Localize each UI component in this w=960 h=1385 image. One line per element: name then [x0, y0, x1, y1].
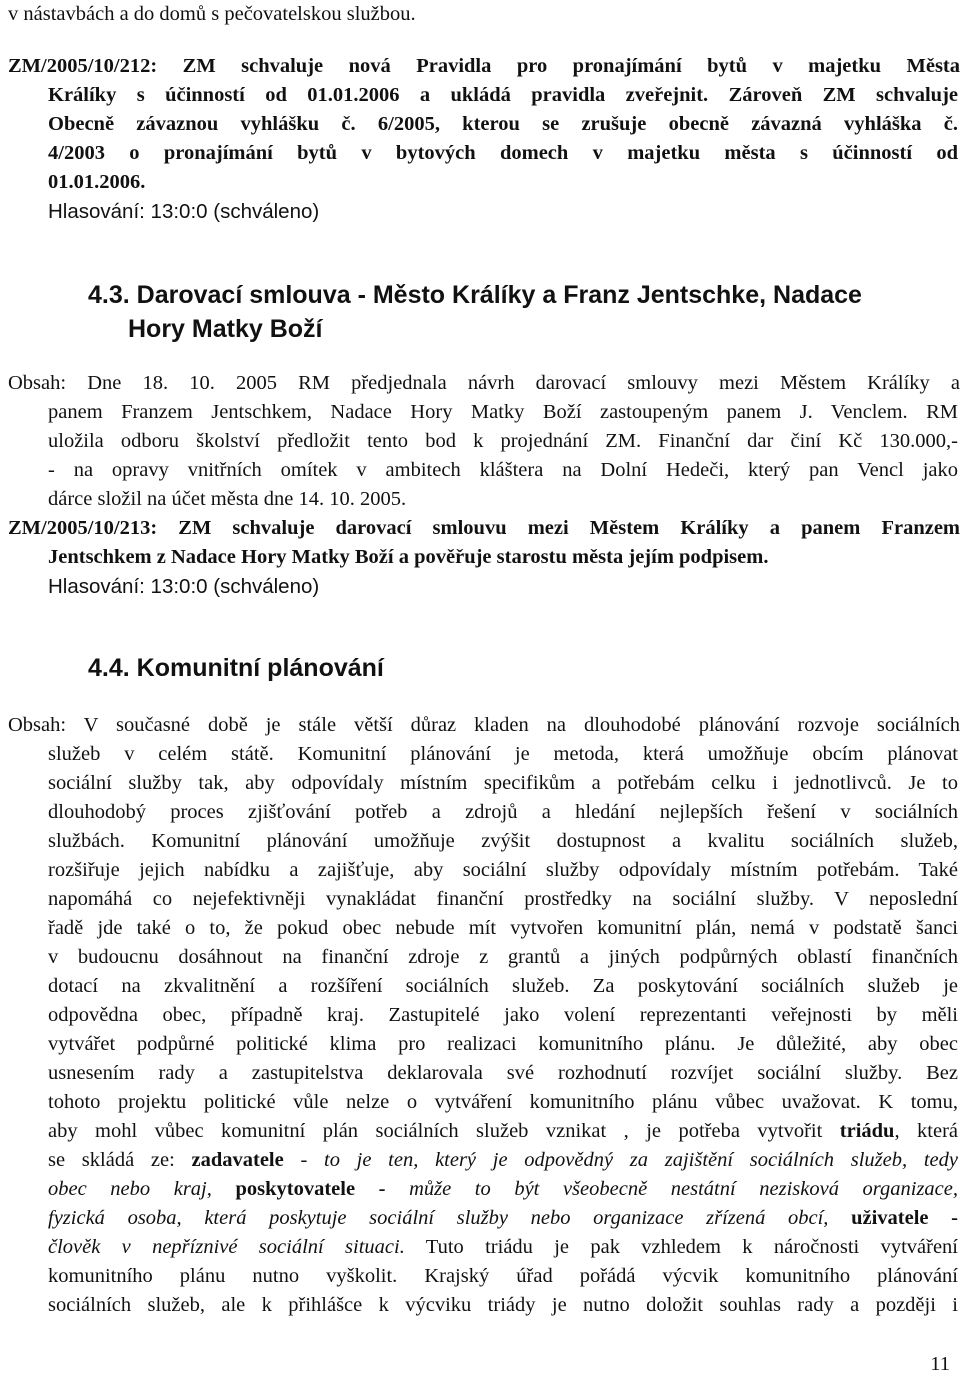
text-run-bold: poskytovatele -	[235, 1178, 386, 1200]
content-4-3-line-1: Obsah: Dne 18. 10. 2005 RM předjednala návrh darovací smlouvy mezi Městem Králíky a	[8, 372, 960, 394]
content-4-3-line-5: dárce složil na účet města dne 14. 10. 2005.	[48, 488, 407, 510]
page-number: 11	[930, 1353, 950, 1375]
content-4-4-line	[48, 1233, 958, 1262]
content-4-4-line	[48, 1146, 958, 1175]
content-4-3-line-4: - na opravy vnitřních omítek v ambitech kláštera na Dolní Hedeči, který pan Vencl jako	[48, 459, 958, 481]
content-4-4-line: sociálních služeb, ale k přihlášce k výcviku triády je nutno doložit souhlas rady a později i	[48, 1294, 958, 1316]
text-run: -	[283, 1149, 324, 1171]
text-run-italic: to je ten, který je odpovědný za zajištění sociálních služeb, tedy	[324, 1149, 958, 1171]
content-4-3-line-3: uložila odboru školství předložit tento bod k projednání ZM. Finanční dar činí Kč 130.000,-	[48, 430, 958, 452]
text-run: aby mohl vůbec komunitní plán sociálních služeb vznikat , je potřeba vytvořit	[48, 1120, 823, 1142]
text-run-italic: obec nebo kraj,	[48, 1178, 212, 1200]
text-run: se skládá ze:	[48, 1149, 175, 1171]
vote-result: Hlasování: 13:0:0 (schváleno)	[48, 200, 320, 223]
content-4-4-line: vytvářet podpůrné politické klima pro realizaci komunitního plánu. Je důležité, aby obec	[48, 1033, 958, 1055]
text-run-italic: člověk v nepříznivé sociální situaci.	[48, 1236, 405, 1258]
content-4-4-line: komunitního plánu nutno vyškolit. Krajský úřad pořádá výcvik komunitního plánování	[48, 1265, 958, 1287]
text-run-italic: může to být všeobecně nestátní nezisková organizace,	[409, 1178, 959, 1200]
content-4-4-line: služeb v celém státě. Komunitní plánování je metoda, která umožňuje obcím plánovat	[48, 743, 958, 765]
content-4-4-line: sociální služby tak, aby odpovídaly místním specifikům a potřebám celku i jednotlivců. Je to	[48, 772, 958, 794]
text-run-bold: zadavatele	[191, 1149, 284, 1171]
content-4-4-line: napomáhá co nejefektivněji vynakládat finanční prostředky na sociální služby. V neposlední	[48, 888, 958, 910]
vote-result: Hlasování: 13:0:0 (schváleno)	[48, 575, 320, 598]
content-4-4-line: dotací na zkvalitnění a rozšíření sociálních služeb. Za poskytování sociálních služeb je	[48, 975, 958, 997]
content-4-4-line: službách. Komunitní plánování umožňuje zvýšit dostupnost a kvalitu sociálních služeb,	[48, 830, 958, 852]
content-4-4-line: usnesením rady a zastupitelstva deklarovala své rozhodnutí rozvíjet sociální služby. Bez	[48, 1062, 958, 1084]
section-heading-4-3: 4.3. Darovací smlouva - Město Králíky a Franz Jentschke, Nadace	[88, 281, 862, 309]
content-4-4-line: řadě jde také o to, že pokud obec nebude mít vytvořen komunitní plán, nemá v podstatě šanci	[48, 917, 958, 939]
content-4-4-line	[48, 1204, 958, 1233]
content-4-4-line	[48, 1175, 958, 1204]
text-run-bold: triádu	[839, 1120, 895, 1142]
content-4-4-line: dlouhodobý proces zjišťování potřeb a zdrojů a hledání nejlepších řešení v sociálních	[48, 801, 958, 823]
content-4-3-line-2: panem Franzem Jentschkem, Nadace Hory Matky Boží zastoupeným panem J. Venclem. RM	[48, 401, 958, 423]
content-4-4-line: rozšiřuje jejich nabídku a zajišťuje, aby sociální služby odpovídaly místním potřebám. Také	[48, 859, 958, 881]
resolution-212-line-3: Obecně závaznou vyhlášku č. 6/2005, kterou se zrušuje obecně závazná vyhláška č.	[48, 113, 958, 135]
resolution-212-line-2: Králíky s účinností od 01.01.2006 a ukládá pravidla zveřejnit. Zároveň ZM schvaluje	[48, 84, 958, 106]
content-4-4-line: Obsah: V současné době je stále větší důraz kladen na dlouhodobé plánování rozvoje sociálních	[8, 714, 960, 736]
section-heading-4-4: 4.4. Komunitní plánování	[88, 654, 384, 682]
resolution-213-line-1: ZM/2005/10/213: ZM schvaluje darovací smlouvu mezi Městem Králíky a panem Franzem	[8, 517, 960, 539]
text-run: , která	[894, 1120, 958, 1142]
text-line: v nástavbách a do domů s pečovatelskou službou.	[8, 3, 416, 25]
resolution-212-line-5: 01.01.2006.	[48, 171, 146, 193]
text-run: Tuto triádu je pak vzhledem k náročnosti vytváření	[404, 1236, 958, 1258]
content-4-4-line: v budoucnu dosáhnout na finanční zdroje z grantů a jiných podpůrných oblastí finančních	[48, 946, 958, 968]
content-4-4-line: tohoto projektu politické vůle nelze o vytváření komunitního plánu vůbec uvažovat. K tomu,	[48, 1091, 958, 1113]
content-4-4-line	[48, 1117, 958, 1146]
text-run-bold: uživatele -	[851, 1207, 958, 1229]
resolution-213-line-2: Jentschkem z Nadace Hory Matky Boží a pověřuje starostu města jejím podpisem.	[48, 546, 769, 568]
resolution-212-line-1: ZM/2005/10/212: ZM schvaluje nová Pravidla pro pronajímání bytů v majetku Města	[8, 55, 960, 77]
section-heading-4-3-cont: Hory Matky Boží	[128, 315, 323, 343]
resolution-212-line-4: 4/2003 o pronajímání bytů v bytových domech v majetku města s účinností od	[48, 142, 958, 164]
content-4-4-line: odpovědna obec, případně kraj. Zastupitelé jako volení reprezentanti veřejnosti by měli	[48, 1004, 958, 1026]
text-run-italic: fyzická osoba, která poskytuje sociální služby nebo organizace zřízená obcí,	[48, 1207, 829, 1229]
